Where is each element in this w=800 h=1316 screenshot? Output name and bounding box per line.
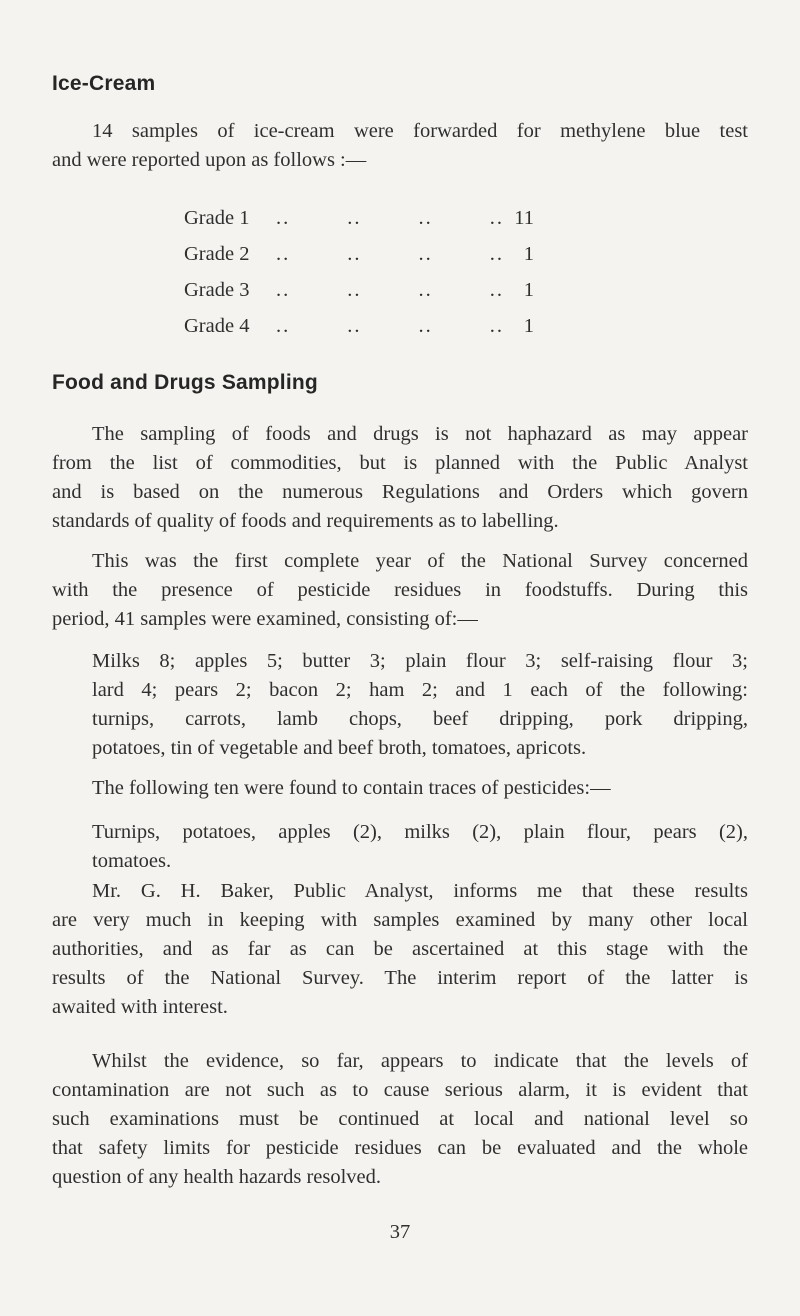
- grade-list: [184, 200, 544, 344]
- text-line: from the list of commodities, but is planned with the Public Analyst: [52, 452, 748, 474]
- grade-label: Grade 2: [184, 243, 250, 265]
- text-line: lard 4; pears 2; bacon 2; ham 2; and 1 each of the following:: [92, 679, 748, 701]
- food-drugs-heading: Food and Drugs Sampling: [52, 371, 318, 394]
- text-line: contamination are not such as to cause serious alarm, it is evident that: [52, 1079, 748, 1101]
- grade-count: 11: [514, 207, 534, 229]
- paragraph-analyst-report: [52, 877, 748, 1022]
- leader-dots: .. .. .. ..: [276, 243, 504, 265]
- leader-dots: .. .. .. ..: [276, 207, 504, 229]
- text-line: are very much in keeping with samples examined by many other local: [52, 909, 748, 931]
- text-line: and is based on the numerous Regulations and Orders which govern: [52, 481, 748, 503]
- paragraph-sampling-plan: [52, 420, 748, 536]
- leader-dots: .. .. .. ..: [276, 315, 504, 337]
- grade-count: 1: [523, 243, 534, 265]
- text-line: that safety limits for pesticide residues can be evaluated and the whole: [52, 1137, 748, 1159]
- grade-count: 1: [523, 315, 534, 337]
- paragraph-traces-intro: [92, 774, 748, 803]
- grade-row: [184, 308, 544, 344]
- ice-cream-heading: Ice-Cream: [52, 72, 156, 95]
- grade-label: Grade 3: [184, 279, 250, 301]
- text-line: question of any health hazards resolved.: [52, 1166, 382, 1188]
- page-number: 37: [389, 1221, 411, 1243]
- text-line: such examinations must be continued at local and national level so: [52, 1108, 748, 1130]
- text-line: This was the first complete year of the National Survey concerned: [92, 550, 748, 572]
- grade-row: [184, 200, 544, 236]
- grade-label: Grade 4: [184, 315, 250, 337]
- text-line: potatoes, tin of vegetable and beef broth, tomatoes, apricots.: [92, 737, 587, 759]
- paragraph-traces-list: [92, 818, 748, 876]
- text-line: Whilst the evidence, so far, appears to indicate that the levels of: [92, 1050, 748, 1072]
- paragraph-sample-list: [92, 647, 748, 763]
- text-line: Turnips, potatoes, apples (2), milks (2), plain flour, pears (2),: [92, 821, 748, 843]
- grade-row: [184, 236, 544, 272]
- text-line: The following ten were found to contain traces of pesticides:—: [92, 777, 611, 799]
- text-line: tomatoes.: [92, 850, 172, 872]
- text-line: The sampling of foods and drugs is not haphazard as may appear: [92, 423, 748, 445]
- text-line: 14 samples of ice-cream were forwarded for methylene blue test: [92, 120, 748, 142]
- paragraph-conclusion: [52, 1047, 748, 1192]
- text-line: standards of quality of foods and requirements as to labelling.: [52, 510, 559, 532]
- text-line: authorities, and as far as can be ascertained at this stage with the: [52, 938, 748, 960]
- text-line: Milks 8; apples 5; butter 3; plain flour 3; self-raising flour 3;: [92, 650, 748, 672]
- paragraph-national-survey: [52, 547, 748, 634]
- leader-dots: .. .. .. ..: [276, 279, 504, 301]
- text-line: turnips, carrots, lamb chops, beef dripping, pork dripping,: [92, 708, 748, 730]
- grade-row: [184, 272, 544, 308]
- text-line: period, 41 samples were examined, consisting of:—: [52, 608, 478, 630]
- text-line: Mr. G. H. Baker, Public Analyst, informs me that these results: [92, 880, 748, 902]
- ice-cream-intro: [52, 117, 748, 175]
- grade-count: 1: [523, 279, 534, 301]
- text-line: results of the National Survey. The interim report of the latter is: [52, 967, 748, 989]
- text-line: awaited with interest.: [52, 996, 228, 1018]
- grade-label: Grade 1: [184, 207, 250, 229]
- text-line: with the presence of pesticide residues in foodstuffs. During this: [52, 579, 748, 601]
- text-line: and were reported upon as follows :—: [52, 149, 367, 171]
